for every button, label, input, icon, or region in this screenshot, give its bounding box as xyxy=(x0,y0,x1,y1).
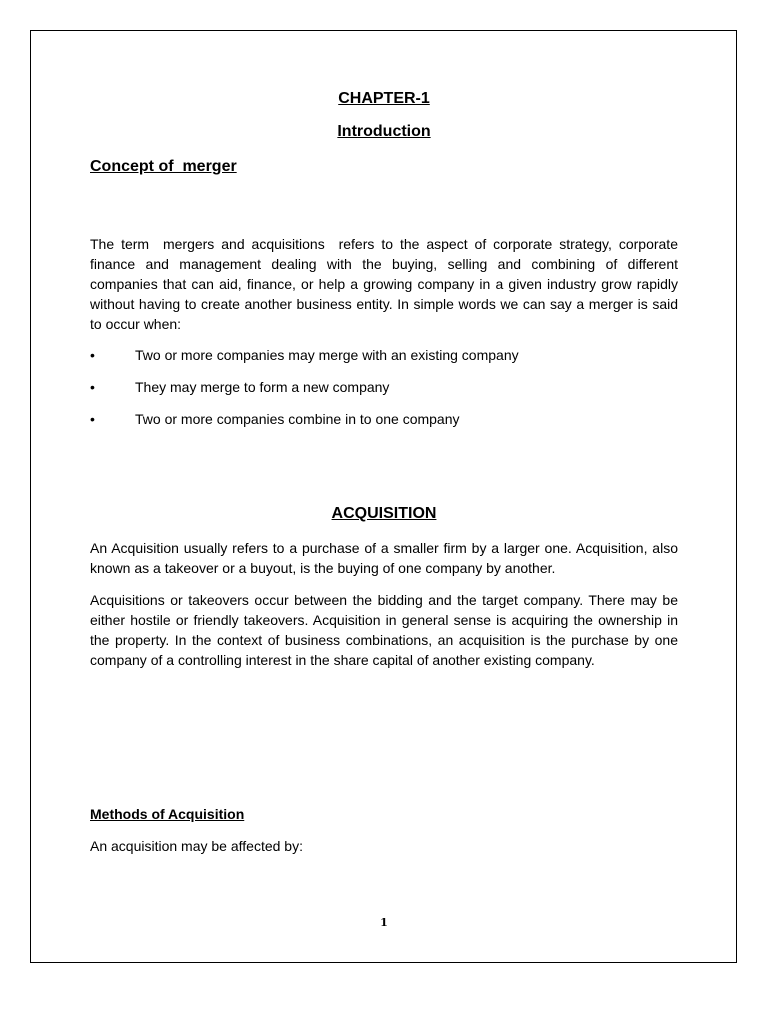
merger-paragraph: The term mergers and acquisitions refers to the aspect of corporate strategy, corporate finance and management dealing with the buying, selling and combining of different companies that can aid, finance, or help a growing company in a given industry grow rapidly without having to create another business entity. In simple words we can say a merger is said to occur when: xyxy=(90,236,682,332)
list-item xyxy=(90,409,678,429)
bullet-text: They may merge to form a new company xyxy=(135,379,390,395)
bullet-icon: • xyxy=(90,411,95,427)
bullet-icon: • xyxy=(90,347,95,363)
page-number: 1 xyxy=(380,916,388,929)
introduction-heading: Introduction xyxy=(337,123,431,140)
bullet-text: Two or more companies combine in to one company xyxy=(135,411,460,427)
merger-bullet-list xyxy=(90,345,678,429)
acquisition-paragraph-2: Acquisitions or takeovers occur between the bidding and the target company. There may be either hostile or friendly takeovers. Acquisition in general sense is acquiring the ownership in the property. In the context of business combinations, an acquisition is the purchase by one company of a controlling interest in the share capital of another existing company. xyxy=(90,592,678,668)
bullet-text: Two or more companies may merge with an existing company xyxy=(135,347,519,363)
acquisition-heading: ACQUISITION xyxy=(331,505,437,522)
bullet-icon: • xyxy=(90,379,95,395)
document-body xyxy=(90,90,682,856)
acquisition-paragraph-1: An Acquisition usually refers to a purchase of a smaller firm by a larger one. Acquisition, also known as a takeover or a buyout, is the buying of one company by another. xyxy=(90,540,678,576)
methods-of-acquisition-heading: Methods of Acquisition xyxy=(90,806,245,822)
list-item xyxy=(90,377,678,397)
list-item xyxy=(90,345,678,365)
chapter-heading: CHAPTER-1 xyxy=(338,90,430,107)
methods-paragraph: An acquisition may be affected by: xyxy=(90,838,303,854)
concept-of-merger-heading: Concept of merger xyxy=(90,158,237,175)
